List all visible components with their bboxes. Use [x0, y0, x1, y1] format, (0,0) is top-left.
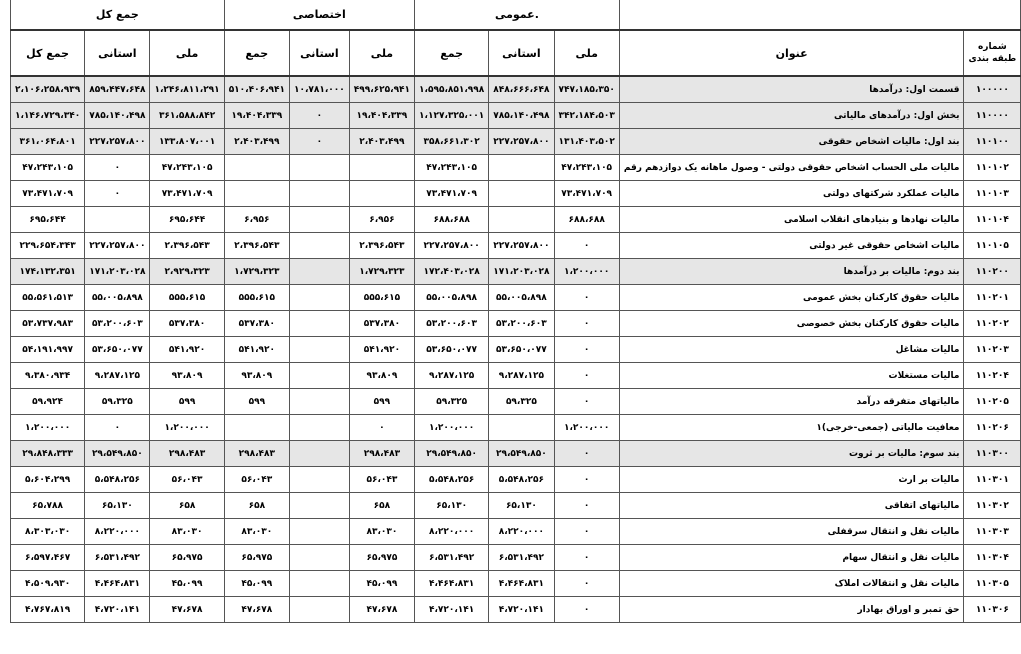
cell-special-national: ۵۴۱،۹۲۰	[349, 337, 414, 363]
group-header-row	[11, 0, 1021, 30]
cell-total-national: ۲،۳۹۶،۵۴۳	[150, 233, 224, 259]
cell-special-provincial	[289, 233, 349, 259]
cell-title: حق تمبر و اوراق بهادار	[619, 597, 964, 623]
cell-title: مالیات حقوق کارکنان بخش عمومی	[619, 285, 964, 311]
cell-general-national: ۶۸۸،۶۸۸	[554, 207, 619, 233]
cell-special-total: ۵۱۰،۴۰۶،۹۴۱	[224, 76, 289, 103]
col-code	[964, 30, 1021, 76]
cell-general-national: ۰	[554, 311, 619, 337]
cell-general-national: ۰	[554, 545, 619, 571]
cell-grand-total: ۱۷۴،۱۳۲،۳۵۱	[11, 259, 85, 285]
cell-general-national: ۰	[554, 389, 619, 415]
cell-title: مالیات نقل و انتقال سهام	[619, 545, 964, 571]
cell-total-national: ۷۳،۴۷۱،۷۰۹	[150, 181, 224, 207]
cell-special-total: ۵۳۷،۳۸۰	[224, 311, 289, 337]
cell-special-total: ۵۵۵،۶۱۵	[224, 285, 289, 311]
table-row	[11, 155, 1021, 181]
cell-total-provincial: ۲۹،۵۴۹،۸۵۰	[85, 441, 150, 467]
cell-special-total: ۶،۹۵۶	[224, 207, 289, 233]
cell-code: ۱۱۰۳۰۳	[964, 519, 1021, 545]
col-general-provincial: استانی	[489, 30, 554, 76]
cell-special-provincial: ۰	[289, 103, 349, 129]
cell-general-provincial: ۶۵،۱۳۰	[489, 493, 554, 519]
cell-total-provincial: ۵۵،۰۰۵،۸۹۸	[85, 285, 150, 311]
table-row	[11, 207, 1021, 233]
table-row	[11, 571, 1021, 597]
table-row	[11, 493, 1021, 519]
cell-grand-total: ۵۵،۵۶۱،۵۱۳	[11, 285, 85, 311]
cell-general-provincial	[489, 155, 554, 181]
cell-total-provincial: ۶۵،۱۳۰	[85, 493, 150, 519]
cell-grand-total: ۵،۶۰۴،۲۹۹	[11, 467, 85, 493]
cell-code: ۱۱۰۲۰۵	[964, 389, 1021, 415]
cell-special-total: ۲،۴۰۳،۴۹۹	[224, 129, 289, 155]
cell-general-provincial: ۶،۵۳۱،۴۹۲	[489, 545, 554, 571]
cell-general-provincial: ۲۹،۵۴۹،۸۵۰	[489, 441, 554, 467]
cell-code: ۱۱۰۱۰۲	[964, 155, 1021, 181]
table-row	[11, 311, 1021, 337]
cell-general-total: ۴۷،۲۴۳،۱۰۵	[415, 155, 489, 181]
col-code-line2: طبقه بندی	[968, 54, 1017, 64]
cell-special-national: ۵۶،۰۴۳	[349, 467, 414, 493]
cell-general-total: ۵۹،۳۲۵	[415, 389, 489, 415]
cell-total-provincial: ۰	[85, 155, 150, 181]
cell-special-provincial	[289, 415, 349, 441]
cell-grand-total: ۶،۵۹۷،۴۶۷	[11, 545, 85, 571]
cell-special-provincial	[289, 285, 349, 311]
cell-general-provincial	[489, 181, 554, 207]
cell-grand-total: ۹،۳۸۰،۹۳۴	[11, 363, 85, 389]
cell-code: ۱۰۰۰۰۰	[964, 76, 1021, 103]
cell-general-total: ۲۹،۵۴۹،۸۵۰	[415, 441, 489, 467]
cell-special-total: ۵۶،۰۴۳	[224, 467, 289, 493]
cell-general-total: ۵،۵۴۸،۲۵۶	[415, 467, 489, 493]
col-title: عنوان	[619, 30, 964, 76]
cell-grand-total: ۴،۵۰۹،۹۳۰	[11, 571, 85, 597]
cell-code: ۱۱۰۲۰۰	[964, 259, 1021, 285]
cell-special-national: ۶۵۸	[349, 493, 414, 519]
cell-title: مالیات حقوق کارکنان بخش خصوصی	[619, 311, 964, 337]
cell-special-total	[224, 181, 289, 207]
col-grand-total: جمع کل	[11, 30, 85, 76]
cell-general-total: ۱،۵۹۵،۸۵۱،۹۹۸	[415, 76, 489, 103]
cell-title: مالیات نقل و انتقالات املاک	[619, 571, 964, 597]
cell-special-national: ۸۳،۰۳۰	[349, 519, 414, 545]
cell-total-national: ۳۶۱،۵۸۸،۸۴۲	[150, 103, 224, 129]
cell-general-total: ۱۷۲،۴۰۳،۰۲۸	[415, 259, 489, 285]
cell-special-total: ۵۹۹	[224, 389, 289, 415]
cell-general-provincial: ۸،۲۲۰،۰۰۰	[489, 519, 554, 545]
col-total-provincial: استانی	[85, 30, 150, 76]
cell-total-provincial: ۵،۵۴۸،۲۵۶	[85, 467, 150, 493]
cell-code: ۱۱۰۱۰۴	[964, 207, 1021, 233]
col-total-national: ملی	[150, 30, 224, 76]
cell-special-total: ۲،۳۹۶،۵۴۳	[224, 233, 289, 259]
cell-special-provincial: ۱۰،۷۸۱،۰۰۰	[289, 76, 349, 103]
cell-special-provincial	[289, 181, 349, 207]
table-row	[11, 467, 1021, 493]
cell-special-total: ۴۵،۰۹۹	[224, 571, 289, 597]
cell-special-provincial: ۰	[289, 129, 349, 155]
table-row	[11, 181, 1021, 207]
cell-general-national: ۴۷،۲۴۳،۱۰۵	[554, 155, 619, 181]
cell-general-total: ۱،۱۲۷،۳۲۵،۰۰۱	[415, 103, 489, 129]
cell-grand-total: ۱،۲۰۰،۰۰۰	[11, 415, 85, 441]
cell-title: مالیاتهای اتفاقی	[619, 493, 964, 519]
cell-special-provincial	[289, 571, 349, 597]
cell-grand-total: ۲۲۹،۶۵۴،۳۴۳	[11, 233, 85, 259]
cell-code: ۱۱۰۲۰۳	[964, 337, 1021, 363]
cell-code: ۱۱۰۳۰۴	[964, 545, 1021, 571]
cell-code: ۱۱۰۳۰۰	[964, 441, 1021, 467]
group-general: عمومی.	[415, 0, 620, 30]
table-row	[11, 597, 1021, 623]
cell-special-provincial	[289, 207, 349, 233]
cell-general-provincial: ۵،۵۴۸،۲۵۶	[489, 467, 554, 493]
cell-code: ۱۱۰۱۰۳	[964, 181, 1021, 207]
cell-general-national: ۷۴۷،۱۸۵،۳۵۰	[554, 76, 619, 103]
col-special-national: ملی	[349, 30, 414, 76]
cell-general-provincial: ۴،۷۲۰،۱۴۱	[489, 597, 554, 623]
cell-special-total	[224, 415, 289, 441]
cell-grand-total: ۴،۷۶۷،۸۱۹	[11, 597, 85, 623]
table-row	[11, 76, 1021, 103]
cell-code: ۱۱۰۲۰۱	[964, 285, 1021, 311]
cell-general-national: ۰	[554, 441, 619, 467]
cell-special-national: ۴۷،۶۷۸	[349, 597, 414, 623]
col-special-total: جمع	[224, 30, 289, 76]
cell-grand-total: ۵۴،۱۹۱،۹۹۷	[11, 337, 85, 363]
cell-general-provincial: ۷۸۵،۱۴۰،۴۹۸	[489, 103, 554, 129]
table-row	[11, 415, 1021, 441]
cell-special-total: ۵۴۱،۹۲۰	[224, 337, 289, 363]
cell-grand-total: ۴۷،۲۴۳،۱۰۵	[11, 155, 85, 181]
cell-code: ۱۱۰۳۰۵	[964, 571, 1021, 597]
cell-total-national: ۴۵،۰۹۹	[150, 571, 224, 597]
col-general-total: جمع	[415, 30, 489, 76]
cell-special-national: ۵۹۹	[349, 389, 414, 415]
cell-general-national: ۰	[554, 337, 619, 363]
cell-general-total: ۴،۴۶۴،۸۳۱	[415, 571, 489, 597]
cell-total-provincial: ۲۲۷،۲۵۷،۸۰۰	[85, 233, 150, 259]
cell-title: قسمت اول: درآمدها	[619, 76, 964, 103]
cell-general-national: ۷۳،۴۷۱،۷۰۹	[554, 181, 619, 207]
cell-general-national: ۳۴۲،۱۸۴،۵۰۳	[554, 103, 619, 129]
table-row	[11, 337, 1021, 363]
cell-total-provincial: ۲۲۷،۲۵۷،۸۰۰	[85, 129, 150, 155]
cell-general-national: ۱،۲۰۰،۰۰۰	[554, 415, 619, 441]
cell-special-provincial	[289, 519, 349, 545]
cell-special-total: ۶۵،۹۷۵	[224, 545, 289, 571]
cell-total-provincial: ۶،۵۳۱،۴۹۲	[85, 545, 150, 571]
cell-general-total: ۶۵،۱۳۰	[415, 493, 489, 519]
cell-special-national: ۲۹۸،۴۸۳	[349, 441, 414, 467]
cell-total-provincial: ۹،۲۸۷،۱۲۵	[85, 363, 150, 389]
table-row	[11, 545, 1021, 571]
cell-grand-total: ۵۹،۹۲۴	[11, 389, 85, 415]
cell-total-provincial: ۴،۷۲۰،۱۴۱	[85, 597, 150, 623]
cell-special-provincial	[289, 389, 349, 415]
table-row	[11, 129, 1021, 155]
cell-general-national: ۰	[554, 363, 619, 389]
cell-title: مالیات اشخاص حقوقی غیر دولتی	[619, 233, 964, 259]
cell-general-provincial: ۱۷۱،۲۰۳،۰۲۸	[489, 259, 554, 285]
cell-total-national: ۶۹۵،۶۴۴	[150, 207, 224, 233]
cell-grand-total: ۵۳،۷۳۷،۹۸۳	[11, 311, 85, 337]
col-code-line1: شماره	[977, 42, 1007, 52]
cell-total-national: ۸۳،۰۳۰	[150, 519, 224, 545]
cell-general-provincial: ۸۴۸،۶۶۶،۶۴۸	[489, 76, 554, 103]
cell-code: ۱۱۰۱۰۵	[964, 233, 1021, 259]
table-row	[11, 233, 1021, 259]
cell-total-provincial: ۵۳،۲۰۰،۶۰۳	[85, 311, 150, 337]
cell-general-total: ۱،۲۰۰،۰۰۰	[415, 415, 489, 441]
cell-grand-total: ۲۹،۸۴۸،۳۳۳	[11, 441, 85, 467]
cell-total-provincial: ۱۷۱،۲۰۳،۰۲۸	[85, 259, 150, 285]
cell-code: ۱۱۰۳۰۲	[964, 493, 1021, 519]
cell-title: بند دوم: مالیات بر درآمدها	[619, 259, 964, 285]
cell-general-national: ۰	[554, 467, 619, 493]
cell-special-provincial	[289, 337, 349, 363]
cell-total-national: ۵۳۷،۳۸۰	[150, 311, 224, 337]
cell-title: مالیات مشاغل	[619, 337, 964, 363]
cell-general-national: ۰	[554, 493, 619, 519]
cell-title: معافیت مالیاتی (جمعی-خرجی)۱	[619, 415, 964, 441]
cell-general-provincial: ۵۳،۶۵۰،۰۷۷	[489, 337, 554, 363]
table-row	[11, 285, 1021, 311]
cell-code: ۱۱۰۲۰۲	[964, 311, 1021, 337]
cell-special-national: ۴۹۹،۶۲۵،۹۴۱	[349, 76, 414, 103]
cell-special-total: ۶۵۸	[224, 493, 289, 519]
cell-grand-total: ۸،۳۰۳،۰۳۰	[11, 519, 85, 545]
cell-total-national: ۵۴۱،۹۲۰	[150, 337, 224, 363]
table-row	[11, 259, 1021, 285]
cell-special-national: ۲،۴۰۳،۴۹۹	[349, 129, 414, 155]
cell-title: مالیات ملی الحساب اشخاص حقوقی دولتی - وصول ماهانه یک دوازدهم رقم	[619, 155, 964, 181]
cell-total-provincial: ۵۹،۳۲۵	[85, 389, 150, 415]
cell-title: مالیات مستغلات	[619, 363, 964, 389]
cell-general-total: ۲۲۷،۲۵۷،۸۰۰	[415, 233, 489, 259]
cell-special-national	[349, 181, 414, 207]
cell-special-provincial	[289, 441, 349, 467]
cell-special-national	[349, 155, 414, 181]
table-row	[11, 519, 1021, 545]
cell-general-total: ۵۳،۲۰۰،۶۰۳	[415, 311, 489, 337]
cell-special-provincial	[289, 597, 349, 623]
cell-title: مالیات عملکرد شرکتهای دولتی	[619, 181, 964, 207]
cell-total-provincial: ۸،۲۲۰،۰۰۰	[85, 519, 150, 545]
cell-code: ۱۱۰۲۰۶	[964, 415, 1021, 441]
cell-total-provincial: ۰	[85, 181, 150, 207]
cell-special-national: ۶،۹۵۶	[349, 207, 414, 233]
cell-total-provincial: ۷۸۵،۱۴۰،۴۹۸	[85, 103, 150, 129]
table-row	[11, 441, 1021, 467]
cell-total-provincial: ۰	[85, 415, 150, 441]
cell-general-provincial: ۵۵،۰۰۵،۸۹۸	[489, 285, 554, 311]
cell-total-national: ۴۷،۶۷۸	[150, 597, 224, 623]
col-special-provincial: استانی	[289, 30, 349, 76]
cell-general-national: ۱۳۱،۴۰۳،۵۰۲	[554, 129, 619, 155]
cell-special-total: ۹۳،۸۰۹	[224, 363, 289, 389]
cell-general-total: ۶،۵۳۱،۴۹۲	[415, 545, 489, 571]
cell-general-provincial	[489, 415, 554, 441]
table-row	[11, 103, 1021, 129]
cell-total-national: ۵۶،۰۴۳	[150, 467, 224, 493]
cell-special-total	[224, 155, 289, 181]
cell-general-total: ۵۳،۶۵۰،۰۷۷	[415, 337, 489, 363]
cell-total-national: ۶۵،۹۷۵	[150, 545, 224, 571]
cell-general-total: ۴،۷۲۰،۱۴۱	[415, 597, 489, 623]
cell-total-national: ۴۷،۲۴۳،۱۰۵	[150, 155, 224, 181]
cell-total-provincial	[85, 207, 150, 233]
cell-grand-total: ۶۵،۷۸۸	[11, 493, 85, 519]
cell-total-national: ۵۵۵،۶۱۵	[150, 285, 224, 311]
cell-general-total: ۳۵۸،۶۶۱،۳۰۲	[415, 129, 489, 155]
cell-general-national: ۰	[554, 597, 619, 623]
group-blank	[619, 0, 1020, 30]
cell-general-total: ۸،۲۲۰،۰۰۰	[415, 519, 489, 545]
cell-general-total: ۵۵،۰۰۵،۸۹۸	[415, 285, 489, 311]
cell-title: مالیات بر ارث	[619, 467, 964, 493]
cell-general-national: ۰	[554, 233, 619, 259]
cell-total-national: ۶۵۸	[150, 493, 224, 519]
cell-total-national: ۲،۹۲۹،۳۲۳	[150, 259, 224, 285]
cell-total-national: ۱،۲۴۶،۸۱۱،۲۹۱	[150, 76, 224, 103]
cell-code: ۱۱۰۱۰۰	[964, 129, 1021, 155]
cell-total-provincial: ۸۵۹،۴۴۷،۶۴۸	[85, 76, 150, 103]
cell-general-total: ۶۸۸،۶۸۸	[415, 207, 489, 233]
cell-special-national: ۴۵،۰۹۹	[349, 571, 414, 597]
cell-total-provincial: ۴،۴۶۴،۸۳۱	[85, 571, 150, 597]
cell-code: ۱۱۰۳۰۱	[964, 467, 1021, 493]
table-row	[11, 363, 1021, 389]
cell-special-national: ۱،۷۲۹،۳۲۳	[349, 259, 414, 285]
cell-special-provincial	[289, 155, 349, 181]
cell-special-national: ۹۳،۸۰۹	[349, 363, 414, 389]
cell-general-provincial: ۲۲۷،۲۵۷،۸۰۰	[489, 233, 554, 259]
cell-title: بند اول: مالیات اشخاص حقوقی	[619, 129, 964, 155]
cell-total-national: ۲۹۸،۴۸۳	[150, 441, 224, 467]
cell-general-total: ۷۳،۴۷۱،۷۰۹	[415, 181, 489, 207]
cell-grand-total: ۶۹۵،۶۴۴	[11, 207, 85, 233]
cell-special-national: ۵۳۷،۳۸۰	[349, 311, 414, 337]
cell-special-provincial	[289, 259, 349, 285]
cell-special-provincial	[289, 311, 349, 337]
cell-title: بند سوم: مالیات بر ثروت	[619, 441, 964, 467]
cell-general-provincial: ۲۲۷،۲۵۷،۸۰۰	[489, 129, 554, 155]
cell-special-total: ۲۹۸،۴۸۳	[224, 441, 289, 467]
column-header-row	[11, 30, 1021, 76]
cell-code: ۱۱۰۰۰۰	[964, 103, 1021, 129]
cell-special-national: ۰	[349, 415, 414, 441]
cell-special-provincial	[289, 363, 349, 389]
cell-total-national: ۵۹۹	[150, 389, 224, 415]
cell-grand-total: ۱،۱۴۶،۷۲۹،۳۴۰	[11, 103, 85, 129]
cell-general-national: ۰	[554, 285, 619, 311]
cell-special-national: ۵۵۵،۶۱۵	[349, 285, 414, 311]
cell-grand-total: ۳۶۱،۰۶۴،۸۰۱	[11, 129, 85, 155]
cell-code: ۱۱۰۳۰۶	[964, 597, 1021, 623]
cell-general-total: ۹،۲۸۷،۱۲۵	[415, 363, 489, 389]
cell-general-provincial	[489, 207, 554, 233]
cell-general-national: ۰	[554, 519, 619, 545]
cell-grand-total: ۷۳،۴۷۱،۷۰۹	[11, 181, 85, 207]
cell-general-national: ۱،۲۰۰،۰۰۰	[554, 259, 619, 285]
cell-title: بخش اول: درآمدهای مالیاتی	[619, 103, 964, 129]
cell-special-national: ۲،۳۹۶،۵۴۳	[349, 233, 414, 259]
cell-general-provincial: ۵۹،۳۲۵	[489, 389, 554, 415]
cell-general-provincial: ۹،۲۸۷،۱۲۵	[489, 363, 554, 389]
cell-special-national: ۱۹،۴۰۴،۳۳۹	[349, 103, 414, 129]
cell-special-provincial	[289, 493, 349, 519]
cell-total-national: ۱۳۳،۸۰۷،۰۰۱	[150, 129, 224, 155]
cell-special-total: ۸۳،۰۳۰	[224, 519, 289, 545]
cell-special-provincial	[289, 467, 349, 493]
cell-general-national: ۰	[554, 571, 619, 597]
cell-title: مالیاتهای متفرقه درآمد	[619, 389, 964, 415]
cell-general-provincial: ۴،۴۶۴،۸۳۱	[489, 571, 554, 597]
cell-special-total: ۴۷،۶۷۸	[224, 597, 289, 623]
budget-table	[10, 0, 1021, 623]
cell-special-total: ۱۹،۴۰۴،۳۳۹	[224, 103, 289, 129]
cell-title: مالیات نقل و انتقال سرقفلی	[619, 519, 964, 545]
cell-grand-total: ۲،۱۰۶،۲۵۸،۹۳۹	[11, 76, 85, 103]
cell-code: ۱۱۰۲۰۴	[964, 363, 1021, 389]
cell-total-national: ۱،۲۰۰،۰۰۰	[150, 415, 224, 441]
cell-special-provincial	[289, 545, 349, 571]
cell-special-national: ۶۵،۹۷۵	[349, 545, 414, 571]
group-special: اختصاصی	[224, 0, 414, 30]
group-total: جمع کل	[11, 0, 225, 30]
col-general-national: ملی	[554, 30, 619, 76]
cell-general-provincial: ۵۳،۲۰۰،۶۰۳	[489, 311, 554, 337]
cell-total-provincial: ۵۳،۶۵۰،۰۷۷	[85, 337, 150, 363]
cell-total-national: ۹۳،۸۰۹	[150, 363, 224, 389]
cell-special-total: ۱،۷۲۹،۳۲۳	[224, 259, 289, 285]
table-row	[11, 389, 1021, 415]
cell-title: مالیات نهادها و بنیادهای انقلاب اسلامی	[619, 207, 964, 233]
